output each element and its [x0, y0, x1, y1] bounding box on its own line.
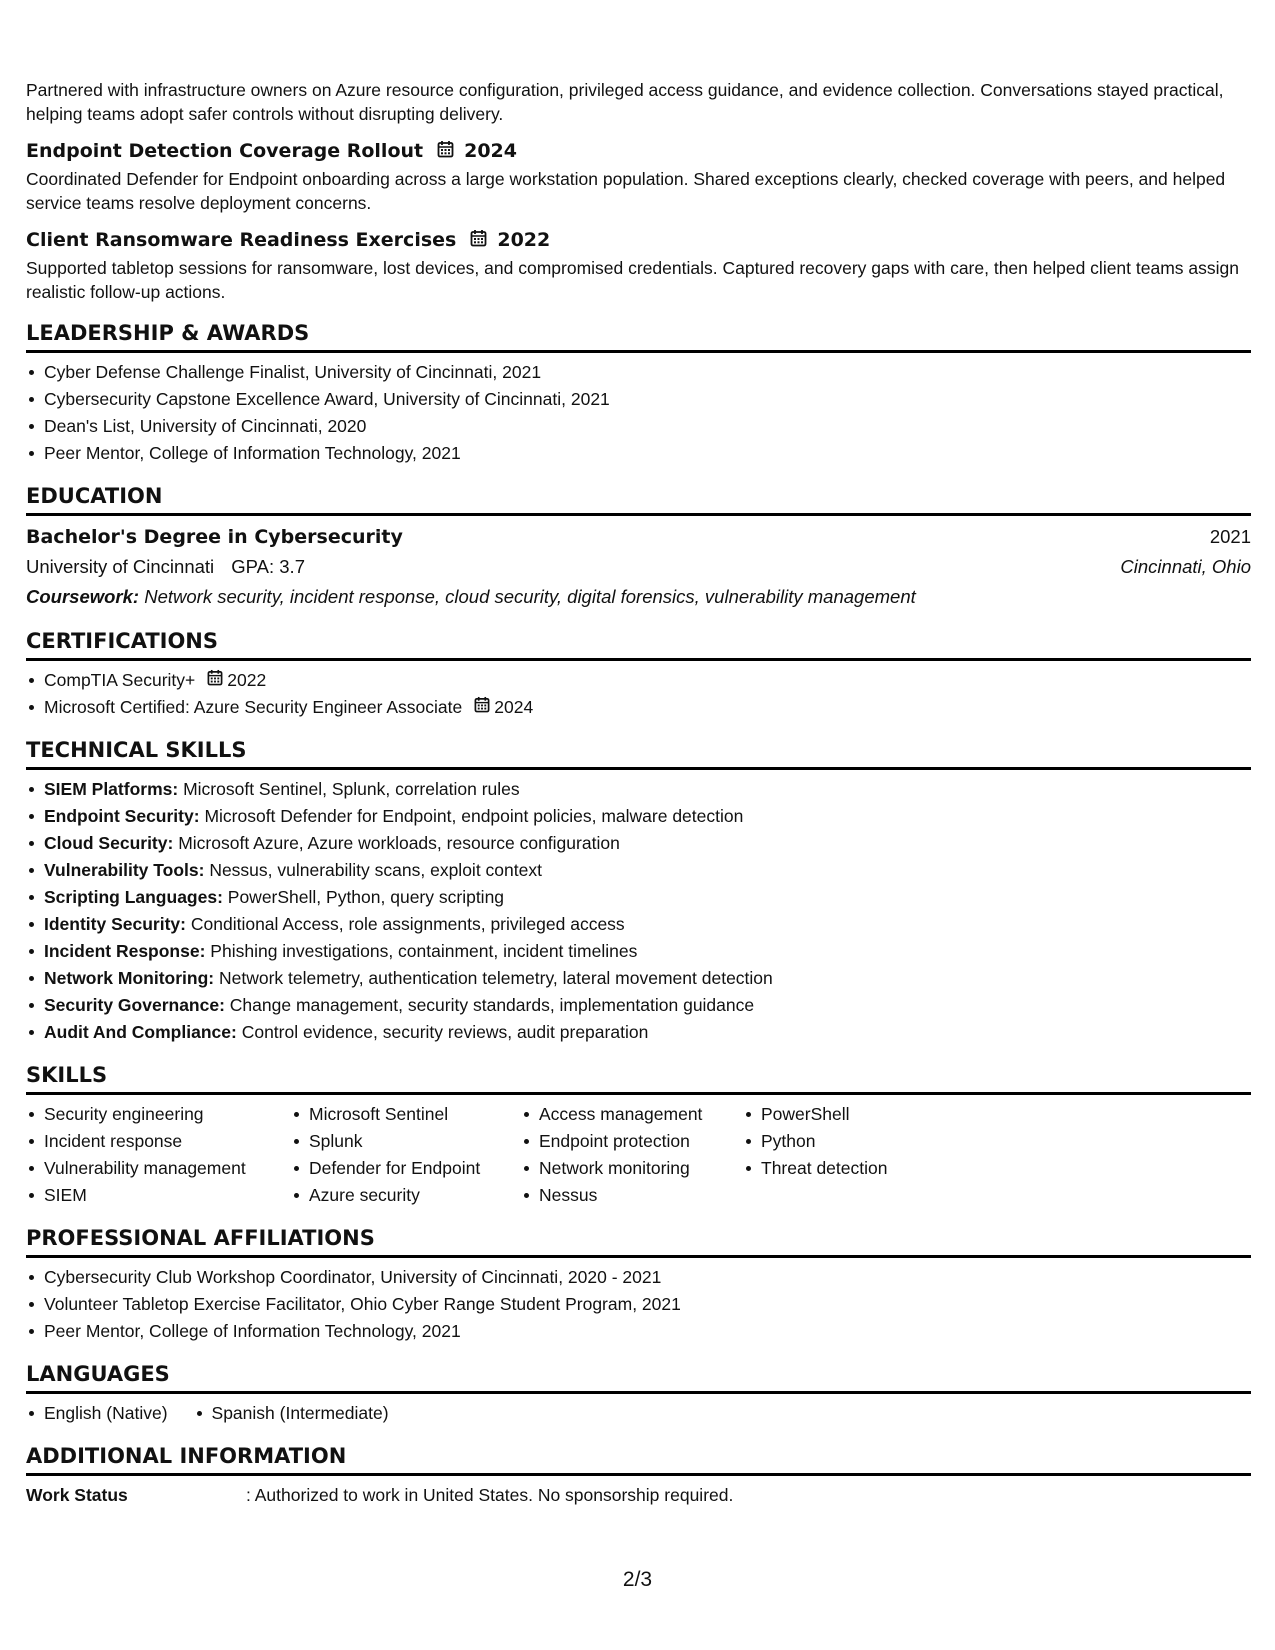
certifications-list	[26, 667, 1251, 721]
page-number: 2/3	[622, 1568, 653, 1591]
skill-value: Phishing investigations, containment, incident timelines	[210, 941, 638, 961]
skill-label: Cloud Security:	[44, 833, 174, 853]
coursework	[26, 582, 1251, 612]
list-item	[26, 965, 1251, 992]
skill-value: Change management, security standards, implementation guidance	[229, 995, 755, 1015]
list-item: Dean's List, University of Cincinnati, 2020	[26, 413, 1251, 440]
certification-year: 2022	[227, 670, 267, 690]
list-item: Network monitoring	[521, 1155, 743, 1182]
skill-value: Network telemetry, authentication telemetry, lateral movement detection	[219, 968, 773, 988]
skill-value: Microsoft Defender for Endpoint, endpoint policies, malware detection	[204, 806, 744, 826]
calendar-icon	[474, 694, 490, 721]
list-item	[26, 938, 1251, 965]
leadership-list	[26, 359, 1251, 467]
list-item: Microsoft Sentinel	[291, 1101, 521, 1128]
skill-value: Control evidence, security reviews, audit preparation	[241, 1022, 649, 1042]
certification-name: Microsoft Certified: Azure Security Engineer Associate	[44, 697, 463, 717]
list-item	[26, 884, 1251, 911]
skill-value: Conditional Access, role assignments, privileged access	[190, 914, 625, 934]
list-item: PowerShell	[743, 1101, 943, 1128]
coursework-text: Network security, incident response, cloud security, digital forensics, vulnerability management	[144, 586, 916, 607]
project-title-row	[26, 139, 1251, 163]
list-item: Access management	[521, 1101, 743, 1128]
skill-label: Identity Security:	[44, 914, 186, 934]
skill-label: Security Governance:	[44, 995, 225, 1015]
project-entry	[26, 228, 1251, 304]
work-status-label: Work Status	[26, 1485, 128, 1505]
list-item: Volunteer Tabletop Exercise Facilitator, Ohio Cyber Range Student Program, 2021	[26, 1291, 1251, 1318]
list-item	[26, 857, 1251, 884]
certification-year: 2024	[494, 697, 534, 717]
list-item	[26, 776, 1251, 803]
skill-label: Vulnerability Tools:	[44, 860, 205, 880]
calendar-icon	[207, 667, 223, 694]
list-item: English (Native)	[26, 1400, 168, 1427]
skill-label: Audit And Compliance:	[44, 1022, 237, 1042]
certification-name: CompTIA Security+	[44, 670, 196, 690]
section-heading-certifications: CERTIFICATIONS	[26, 628, 1251, 661]
list-item: Spanish (Intermediate)	[194, 1400, 389, 1427]
intro-paragraph: Partnered with infrastructure owners on Azure resource configuration, privileged access guidance, and evidence collection. Conversations stayed practical, helping teams adopt safer controls without disrupting delivery.	[26, 80, 1224, 124]
graduation-year: 2021	[1209, 526, 1251, 547]
list-item	[26, 694, 1251, 721]
project-year: 2024	[464, 140, 517, 162]
skill-value: Microsoft Sentinel, Splunk, correlation rules	[183, 779, 520, 799]
list-item	[26, 992, 1251, 1019]
additional-info-row	[26, 1482, 1251, 1509]
skill-label: Incident Response:	[44, 941, 206, 961]
section-heading-skills: SKILLS	[26, 1062, 1251, 1095]
school-location: Cincinnati, Ohio	[1120, 556, 1251, 577]
skills-column	[291, 1101, 521, 1209]
skill-label: Network Monitoring:	[44, 968, 215, 988]
list-item: Vulnerability management	[26, 1155, 291, 1182]
skills-column	[743, 1101, 943, 1209]
list-item: Splunk	[291, 1128, 521, 1155]
list-item: Security engineering	[26, 1101, 291, 1128]
skills-column	[26, 1101, 291, 1209]
education-entry	[26, 522, 1251, 612]
list-item: Cybersecurity Capstone Excellence Award, University of Cincinnati, 2021	[26, 386, 1251, 413]
list-item: Incident response	[26, 1128, 291, 1155]
affiliations-list	[26, 1264, 1251, 1345]
list-item	[26, 803, 1251, 830]
list-item	[26, 830, 1251, 857]
list-item: Defender for Endpoint	[291, 1155, 521, 1182]
list-item: Nessus	[521, 1182, 743, 1209]
skill-value: Microsoft Azure, Azure workloads, resource configuration	[178, 833, 620, 853]
list-item: Azure security	[291, 1182, 521, 1209]
project-title-row	[26, 228, 1251, 252]
languages-list	[26, 1400, 1251, 1427]
degree-title: Bachelor's Degree in Cybersecurity	[26, 526, 403, 548]
skills-column	[521, 1101, 743, 1209]
project-title: Endpoint Detection Coverage Rollout	[26, 140, 424, 162]
project-entry	[26, 139, 1251, 215]
list-item: Peer Mentor, College of Information Technology, 2021	[26, 440, 1251, 467]
gpa: GPA: 3.7	[231, 556, 305, 577]
skills-grid	[26, 1101, 1251, 1209]
list-item	[26, 1019, 1251, 1046]
list-item	[26, 667, 1251, 694]
section-heading-leadership: LEADERSHIP & AWARDS	[26, 320, 1251, 353]
project-description: Coordinated Defender for Endpoint onboarding across a large workstation population. Shared exceptions clearly, checked coverage with peers, and helped service teams resolve deployment concerns.	[26, 169, 1226, 213]
school-name: University of Cincinnati	[26, 556, 215, 577]
list-item: SIEM	[26, 1182, 291, 1209]
project-title: Client Ransomware Readiness Exercises	[26, 229, 457, 251]
section-heading-languages: LANGUAGES	[26, 1361, 1251, 1394]
list-item: Endpoint protection	[521, 1128, 743, 1155]
work-status-value: : Authorized to work in United States. No sponsorship required.	[246, 1485, 734, 1505]
resume-page	[26, 78, 1251, 1509]
list-item: Threat detection	[743, 1155, 943, 1182]
calendar-icon	[437, 140, 454, 163]
section-heading-education: EDUCATION	[26, 483, 1251, 516]
section-heading-technical-skills: TECHNICAL SKILLS	[26, 737, 1251, 770]
skill-value: PowerShell, Python, query scripting	[227, 887, 505, 907]
section-heading-additional-information: ADDITIONAL INFORMATION	[26, 1443, 1251, 1476]
list-item: Peer Mentor, College of Information Technology, 2021	[26, 1318, 1251, 1345]
list-item: Cybersecurity Club Workshop Coordinator, University of Cincinnati, 2020 - 2021	[26, 1264, 1251, 1291]
project-year: 2022	[497, 229, 551, 251]
calendar-icon	[470, 229, 487, 252]
section-heading-affiliations: PROFESSIONAL AFFILIATIONS	[26, 1225, 1251, 1258]
coursework-label: Coursework:	[26, 586, 140, 607]
technical-skills-list	[26, 776, 1251, 1046]
skill-value: Nessus, vulnerability scans, exploit context	[209, 860, 542, 880]
project-description: Supported tabletop sessions for ransomware, lost devices, and compromised credentials. Captured recovery gaps with care, then helped client teams assign realistic follow-up actions.	[26, 258, 1239, 302]
skill-label: SIEM Platforms:	[44, 779, 179, 799]
list-item: Cyber Defense Challenge Finalist, University of Cincinnati, 2021	[26, 359, 1251, 386]
list-item: Python	[743, 1128, 943, 1155]
skill-label: Endpoint Security:	[44, 806, 200, 826]
skill-label: Scripting Languages:	[44, 887, 223, 907]
list-item	[26, 911, 1251, 938]
